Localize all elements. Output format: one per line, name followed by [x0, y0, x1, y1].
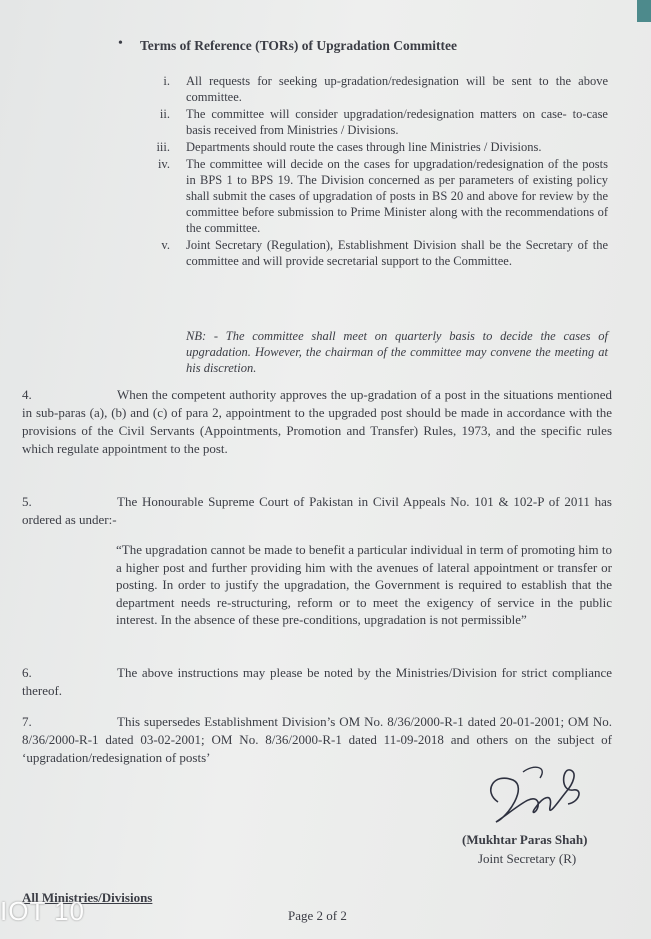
heading-bullet: •: [118, 36, 123, 51]
tor-number: v.: [161, 238, 170, 252]
tor-text: All requests for seeking up-gradation/redesignation will be sent to the above committee.: [186, 74, 608, 104]
camera-watermark: IOT 10: [0, 896, 86, 926]
tor-list: [140, 73, 608, 270]
tor-text: The committee will consider upgradation/redesignation matters on case- to-case basis received from Ministries / Divisions.: [186, 107, 608, 137]
paragraph-4: [22, 386, 612, 458]
background-edge: [637, 0, 651, 22]
paragraph-number: 4.: [22, 387, 32, 402]
paragraph-text: When the competent authority approves the up-gradation of a post in the situations mentioned in sub-paras (a), (b) and (c) of para 2, appointment to the upgraded post should be made in accordance with the provisions of the Civil Servants (Appointments, Promotion and Transfer) Rules, 1973, and the specific rules which regulate appointment to the post.: [22, 387, 612, 456]
tor-heading: Terms of Reference (TORs) of Upgradation Committee: [140, 38, 457, 53]
signature-scribble: [478, 762, 588, 834]
tor-number: ii.: [159, 107, 170, 121]
tor-item: [140, 237, 608, 269]
signatory-title: Joint Secretary (R): [478, 851, 577, 866]
court-quote: “The upgradation cannot be made to benefit a particular individual in term of promoting him to a higher post and further providing him with the avenues of lateral appointment or transfer or posting. In order to justify the upgradation, the Government is required to establish that the department needs re-structuring, reform or to meet the exigency of service in the public interest. In the absence of these pre-conditions, upgradation is not permissible”: [116, 542, 612, 627]
tor-item: [140, 156, 608, 236]
paragraph-number: 5.: [22, 494, 32, 509]
tor-item: [140, 106, 608, 138]
tor-item: [140, 73, 608, 105]
tor-item: [140, 139, 608, 155]
tor-number: iv.: [157, 157, 170, 171]
page-number: Page 2 of 2: [288, 908, 347, 923]
addressee: All Ministries/Divisions: [22, 890, 153, 905]
tor-number: i.: [163, 74, 170, 88]
paragraph-text: This supersedes Establishment Division’s OM No. 8/36/2000-R-1 dated 20-01-2001; OM No. 8/36/2000-R-1 dated 03-02-2001; OM No. 8/36/2000-R-1 dated 11-09-2018 and others on the subject of ‘upgradation/redesignation of posts’: [22, 714, 612, 765]
tor-text: Joint Secretary (Regulation), Establishment Division shall be the Secretary of the committee and will provide secretarial support to the Committee.: [186, 238, 608, 268]
paragraph-number: 6.: [22, 665, 32, 680]
paragraph-text: The Honourable Supreme Court of Pakistan in Civil Appeals No. 101 & 102-P of 2011 has ordered as under:-: [22, 494, 612, 527]
paragraph-text: The above instructions may please be noted by the Ministries/Division for strict compliance thereof.: [22, 665, 612, 698]
paragraph-number: 7.: [22, 714, 32, 729]
nb-note: NB: - The committee shall meet on quarterly basis to decide the cases of upgradation. However, the chairman of the committee may convene the meeting at his discretion.: [186, 329, 608, 375]
paragraph-6: [22, 664, 612, 700]
paragraph-7: [22, 713, 612, 767]
tor-text: Departments should route the cases through line Ministries / Divisions.: [186, 140, 542, 154]
tor-text: The committee will decide on the cases for upgradation/redesignation of the posts in BPS 1 to BPS 19. The Division concerned as per parameters of existing policy shall submit the cases of upgradation of posts in BS 20 and above for review by the committee before submission to Prime Minister along with the recommendations of the committee.: [186, 157, 608, 235]
signatory-name: (Mukhtar Paras Shah): [462, 832, 588, 847]
paragraph-5: [22, 493, 612, 529]
tor-number: iii.: [156, 140, 170, 154]
